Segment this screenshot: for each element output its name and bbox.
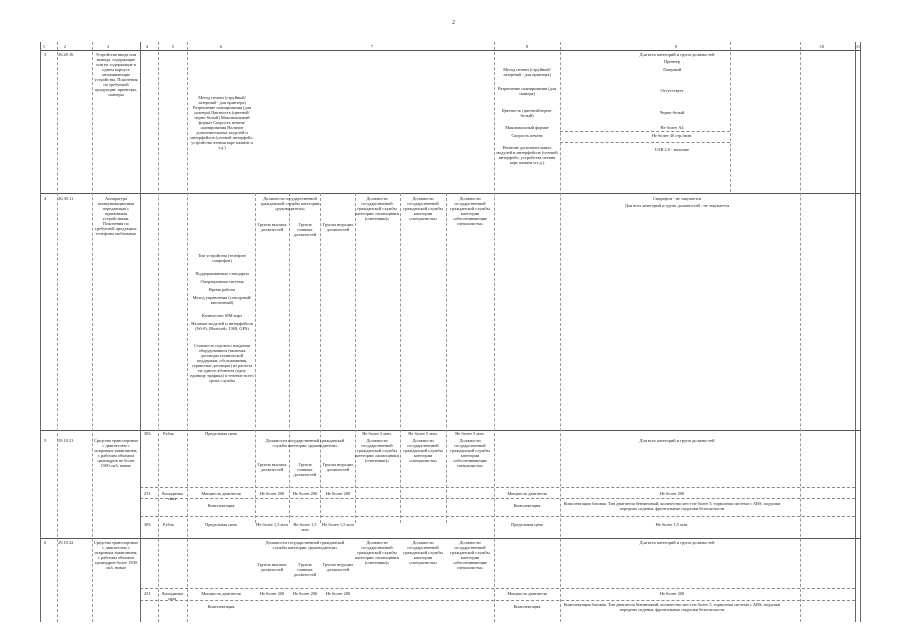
char-modules: Наличие дополнительных модулей и интерфейсов (сетевой интерфейс, устройства чтения карт памяти и т.д.): [496, 145, 558, 165]
value-format: Не более А4: [660, 125, 684, 130]
power-v2: Не более 200: [292, 591, 318, 596]
power-v3: Не более 200: [325, 591, 351, 596]
okpd-code: 26.20.16: [58, 52, 74, 57]
category-specialists: Должности государственной гражданской службы категории «специалисты»: [403, 196, 443, 221]
value-print-method: Лазерный: [662, 67, 682, 72]
col-num: 6: [219, 44, 223, 49]
price-v3: Не более 5 млн.: [455, 431, 485, 436]
price-label-8: Предельная цена: [511, 522, 543, 527]
unit-name: Рубль: [163, 431, 174, 436]
category-helpers: Должности государственной гражданской службы категории «помощники (советники)»: [355, 196, 399, 221]
header-leaders: Должности государственной гражданской службы категории «руководители»: [265, 540, 345, 550]
char-item: Наличие модулей и интерфейсов (Wi-Fi, Bluetooth, USB, GPS): [191, 321, 253, 331]
value-speed: Не более 40 стр./мин.: [651, 133, 693, 138]
char-item: Количество SIM-карт: [201, 313, 243, 318]
all-categories-label: Для всех категорий и групп должностей: [639, 540, 715, 545]
characteristics-list: [190, 253, 254, 383]
characteristics-list: Метод печати (струйный/лазерный - для принтера) Разрешение сканирования (для сканера) Цветность (цветной/черно-белый) Максимальный формат Скорость печати/сканирования Наличие дополнительных модулей и интерфейсов (сетевой интерфейс, устройства чтения карт памяти и т.д.): [190, 95, 254, 150]
unit-name: Лошадиная сила: [161, 491, 183, 501]
group-high: Группа высших должностей: [257, 222, 287, 232]
group-lead: Группа ведущих должностей: [322, 462, 354, 472]
char-speed: Скорость печати: [511, 133, 543, 138]
col-num: 10: [819, 44, 825, 49]
product-name: Средства транспортные с двигателем с искровым зажиганием, с рабочим объемом цилиндров более 1500 см3, новые: [93, 540, 139, 570]
char-format: Максимальный формат: [505, 125, 549, 130]
okpd-code: 29.10.22: [58, 540, 74, 545]
value-scan-resolution: Отсутствует: [660, 88, 684, 93]
col-num: 7: [370, 44, 374, 49]
power-v1: Не более 200: [259, 491, 285, 496]
col-num: 3: [106, 44, 110, 49]
category-support: Должности государственной гражданской службы категории «обеспечивающие специалисты»: [450, 438, 490, 468]
price-v2: Не более 5 млн.: [408, 431, 438, 436]
category-specialists: Должности государственной гражданской службы категории «специалисты»: [403, 438, 443, 463]
col-num: 4: [145, 44, 149, 49]
power-label-8: Мощность двигателя: [507, 491, 547, 496]
category-support: Должности государственной гражданской службы категории «обеспечивающие специалисты»: [450, 540, 490, 570]
all-categories-label: Для всех категорий и групп должностей: [639, 438, 715, 443]
col-num: 5: [171, 44, 175, 49]
char-print-method: Метод печати (струйный/лазерный - для принтера): [503, 67, 551, 77]
okpd-code: 26.30.11: [58, 196, 74, 201]
col-num: 8: [525, 44, 529, 49]
power-value-9: Не более 200: [659, 591, 685, 596]
col-num: 2: [63, 44, 67, 49]
equipment-label-8: Комплектация: [513, 604, 541, 609]
okei-code: 383: [144, 522, 151, 527]
smartphone-note: Смартфон - не закупается: [652, 196, 702, 201]
group-lead: Группа ведущих должностей: [322, 222, 354, 232]
device-type: Принтер: [663, 59, 681, 64]
group-main: Группа главных должностей: [293, 562, 317, 577]
product-name: Устройства ввода или вывода, содержащие или не содержащие в одном корпусе запоминающие устройства. Пояснения по требуемой продукции: принтеры, сканеры: [94, 52, 138, 97]
okei-code: 251: [144, 591, 151, 596]
page-number: 2: [452, 20, 455, 26]
product-name: Средства транспортные с двигателем с искровым зажиганием, с рабочим объемом цилиндров не более 1500 см3, новые: [93, 438, 139, 468]
smartphone-note-all: Для всех категорий и групп должностей - не закупается: [624, 203, 730, 208]
row-number: 6: [44, 540, 47, 545]
price-m2: Не более 1,5 млн: [293, 522, 317, 532]
equipment-value-9: Комплектация базовая. Тип двигателя бензиновый, количество мест не более 5, тормозная система с ABS, подушки передних сиденья, фронтальные подушки безопасности: [563, 501, 781, 511]
row-number: 5: [44, 438, 47, 443]
price-m1: Не более 1,5 млн: [256, 522, 288, 527]
header-leaders: Должности государственной гражданской службы категории «руководители»: [260, 196, 320, 211]
header-leaders: Должности государственной гражданской службы категории «руководители»: [265, 438, 345, 448]
value-color: Черно-белый: [659, 110, 685, 115]
power-value-9: Не более 200: [659, 491, 685, 496]
price-label: Предельная цена: [205, 431, 237, 436]
okpd-code: 29.10.21: [58, 438, 74, 443]
group-high: Группа высших должностей: [257, 462, 287, 472]
row-number: 4: [44, 196, 47, 201]
char-item: Поддерживаемые стандарты: [195, 271, 249, 276]
group-lead: Группа ведущих должностей: [322, 562, 354, 572]
char-item: Время работы: [208, 287, 236, 292]
char-item: Метод управления (сенсорный/кнопочный): [192, 295, 252, 305]
equipment-value-9: Комплектация базовая. Тип двигателя бензиновый, количество мест не более 5, тормозная система с ABS, подушки передних сиденья, фронтальные подушки безопасности: [563, 602, 781, 612]
power-v1: Не более 200: [259, 591, 285, 596]
category-helpers: Должности государственной гражданской службы категории «помощники (советники)»: [355, 540, 399, 565]
group-high: Группа высших должностей: [257, 562, 287, 572]
power-label: Мощность двигателя: [201, 491, 241, 496]
char-item: Тип устройства (телефон/смартфон): [197, 253, 247, 263]
equipment-label: Комплектация: [207, 604, 235, 609]
group-main: Группа главных должностей: [293, 222, 317, 237]
category-specialists: Должности государственной гражданской службы категории «специалисты»: [403, 540, 443, 565]
equipment-label-8: Комплектация: [513, 503, 541, 508]
price-v1: Не более 3 млн.: [362, 431, 392, 436]
product-name: Аппаратура коммуникационная передающая с приемными устройствами. Пояснения по требуемой продукции: телефоны мобильные: [94, 196, 138, 236]
unit-name: Рубль: [163, 522, 174, 527]
col-num: 11: [855, 44, 861, 49]
equipment-label: Комплектация: [207, 503, 235, 508]
okei-code: 383: [144, 431, 151, 436]
char-scan-resolution: Разрешение сканирования (для сканера): [497, 86, 557, 96]
category-helpers: Должности государственной гражданской службы категории «помощники (советники)»: [355, 438, 399, 463]
all-categories-label: Для всех категорий и групп должностей: [639, 52, 715, 57]
price-label: Предельная цена: [205, 522, 237, 527]
col-num: 1: [42, 44, 46, 49]
char-item: Операционная система: [200, 279, 244, 284]
category-support: Должности государственной гражданской службы категории «обеспечивающие специалисты»: [450, 196, 490, 226]
value-modules: USB 2.0 - наличие: [654, 147, 690, 152]
okei-code: 251: [144, 491, 151, 496]
group-main: Группа главных должностей: [293, 462, 317, 477]
price-value-9: Не более 1,5 млн.: [655, 522, 689, 527]
power-v2: Не более 200: [292, 491, 318, 496]
unit-name: Лошадиная сила: [161, 591, 183, 601]
char-item: Стоимость годового владения оборудованием (включая договоры технической поддержки, обслуживания, сервисные договоры) из расчета на одного абонента (одну единицу трафика) в течение всего срока службы: [190, 343, 254, 383]
power-v3: Не более 200: [325, 491, 351, 496]
power-label-8: Мощность двигателя: [507, 591, 547, 596]
col-num: 9: [674, 44, 678, 49]
power-label: Мощность двигателя: [201, 591, 241, 596]
row-number: 3: [44, 52, 47, 57]
char-color: Цветность (цветной/черно-белый): [501, 108, 553, 118]
price-m3: Не более 1,5 млн: [322, 522, 354, 527]
